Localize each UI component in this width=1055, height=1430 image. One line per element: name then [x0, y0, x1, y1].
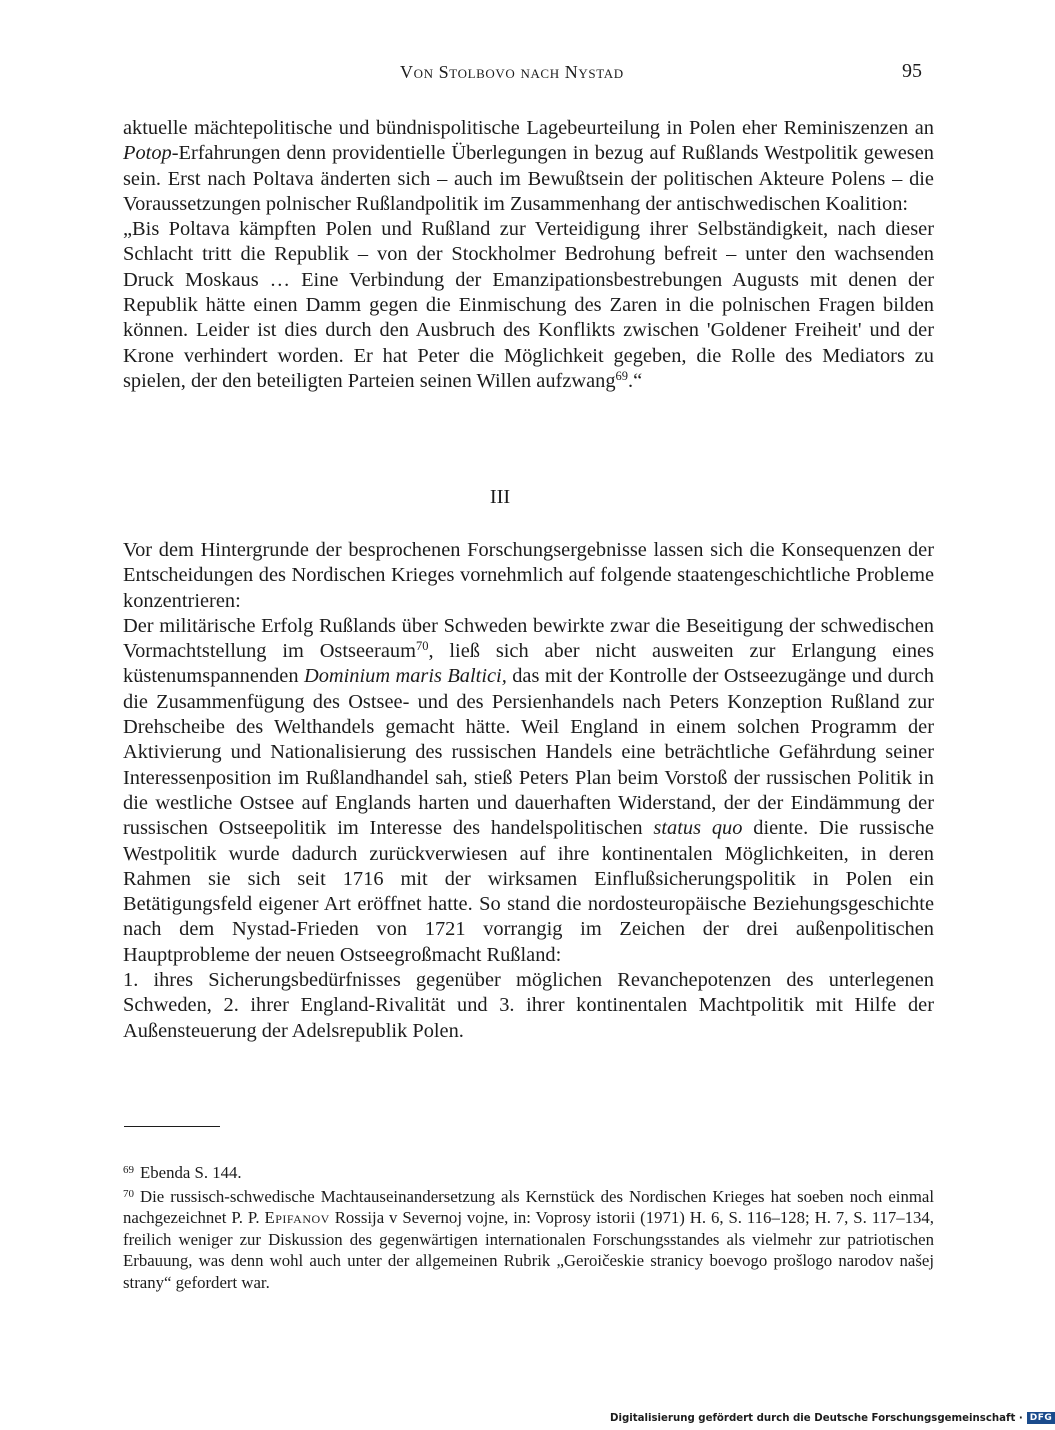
author-name: Epifanov	[264, 1208, 330, 1228]
footnotes	[123, 1160, 934, 1294]
footnote-ref-70[interactable]: 70	[415, 639, 429, 654]
section-heading: III	[489, 486, 511, 508]
digitization-notice	[610, 1410, 1055, 1426]
paragraph-main: Der militärische Erfolg Rußlands über Schweden bewirkte zwar die Beseitigung der schwedischen Vormachtstellung im Ostseeraum$^{70}$, ließ sich aber nicht ausweiten zur Erlangung eines küstenumspannenden Dominium maris Baltici, das mit der Kontrolle der Ostseezugänge und durch die Zusammenfügung des Ostsee- und des Persienhandels nach Peters Konzeption Rußland zur Drehscheibe des Welthandels gemacht hätte. Weil England in einem solchen Programm der Aktivierung und Nationalisierung des russischen Handels eine beträchtliche Gefährdung seiner Interessenposition im Rußlandhandel sah, stieß Peters Plan beim Vorstoß der russischen Politik in die westliche Ostsee auf Englands harten und dauerhaften Widerstand, der der Eindämmung der russischen Ostseepolitik im Interesse des handelspolitischen status quo diente. Die russische Westpolitik wurde dadurch zurückverwiesen auf ihre kontinentalen Möglichkeiten, in deren Rahmen sie sich seit 1716 mit der wirksamen Einflußsicherungspolitik in Polen ein Betätigungsfeld eigener Art eröffnet hatte. So stand die nordosteuropäische Beziehungsgeschichte nach dem Nystad-Frieden von 1721 vorrangig im Zeichen der drei außenpolitischen Hauptprobleme der neuen Ostseegroßmacht Rußland:	[123, 614, 935, 966]
footnote-70: $^{70}$ Die russisch-schwedische Machtauseinandersetzung als Kernstück des Nordischen Krieges hat soeben noch einmal nachgezeichnet P. P. Epifanov Rossija v Severnoj vojne, in: Voprosy istorii (1971) H. 6, S. 116–128; H. 7, S. 117–134, freilich weniger zur Diskussion des gegenwärtigen internationalen Forschungsstandes als vielmehr zur patriotischen Erbauung, was denn wohl auch unter der allgemeinen Rubrik „Geroičeskie stranicy boevogo prošlogo narodov našej strany“ gefordert war.	[123, 1186, 934, 1292]
running-head	[0, 56, 1000, 86]
paragraph-enumeration: 1. ihres Sicherungsbedürfnisses gegenüber möglichen Revanchepotenzen des unterlegenen Schweden, 2. ihrer England-Rivalität und 3. ihrer kontinentalen Machtpolitik mit Hilfe der Außensteuerung der Adelsrepublik Polen.	[123, 969, 934, 1042]
page-number: 95	[902, 60, 922, 82]
footnote-number: 70	[123, 1187, 134, 1200]
body-text-lower	[123, 538, 934, 1044]
term-dominium: Dominium maris Baltici,	[303, 665, 507, 688]
paragraph-continuation: aktuelle mächtepolitische und bündnispolitische Lagebeurteilung in Polen eher Reminiszenzen an Potop-Erfahrungen denn providentielle Überlegungen in bezug auf Rußlands Westpolitik gewesen sein. Erst nach Poltava änderten sich – auch im Bewußtsein der politischen Akteure Polens – die Voraussetzungen polnischer Rußlandpolitik im Zusammenhang der antischwedischen Koalition:	[123, 117, 934, 215]
term-potop: Potop	[123, 142, 172, 165]
footnote-number: 69	[123, 1164, 134, 1176]
paragraph-intro: Vor dem Hintergrunde der besprochenen Forschungsergebnisse lassen sich die Konsequenzen der Entscheidungen des Nordischen Krieges vornehmlich auf folgende staatengeschichtliche Probleme konzentrieren:	[123, 539, 934, 612]
footnote-69: $^{69}$ Ebenda S. 144.	[123, 1163, 242, 1182]
body-text-upper	[123, 116, 934, 394]
term-status-quo: status quo	[653, 817, 743, 840]
footnote-ref-69[interactable]: 69	[615, 368, 629, 383]
digitization-text: Digitalisierung gefördert durch die Deutsche Forschungsgemeinschaft ·	[610, 1412, 1023, 1424]
running-title: Von Stolbovo nach Nystad	[400, 62, 624, 82]
dfg-logo-icon: DFG	[1027, 1412, 1055, 1424]
block-quotation: „Bis Poltava kämpften Polen und Rußland zur Verteidigung ihrer Selbständigkeit, nach dieser Schlacht tritt die Republik – von der Stockholmer Bedrohung befreit – unter den wachsenden Druck Moskaus … Eine Verbindung der Emanzipationsbestrebungen Augusts mit denen der Republik hätte einen Damm gegen die Einmischung des Zaren in die polnischen Fragen bilden können. Leider ist dies durch den Ausbruch des Konflikts zwischen 'Goldener Freiheit' und der Krone verhindert worden. Er hat Peter die Möglichkeit gegeben, die Rolle des Mediators zu spielen, der den beteiligten Parteien seinen Willen aufzwang$^{69}$.“	[123, 218, 934, 392]
footnote-divider	[124, 1126, 220, 1127]
